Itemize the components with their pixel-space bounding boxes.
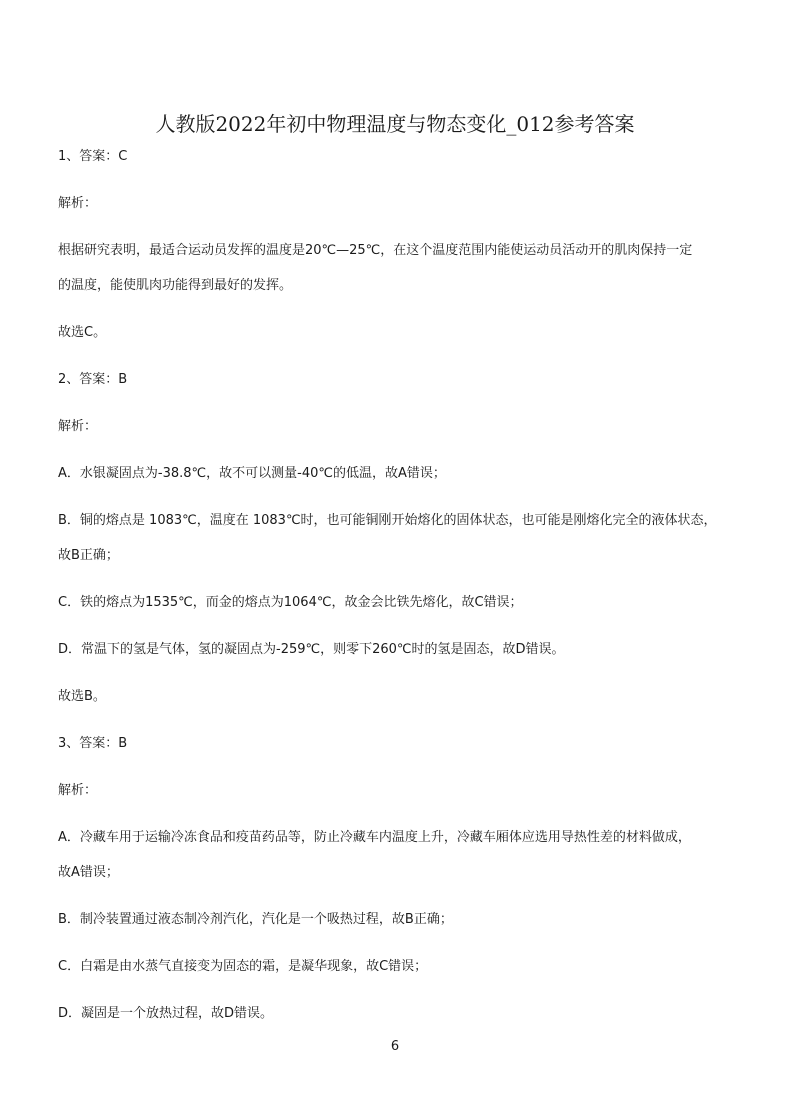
option-analysis: C．白霜是由水蒸气直接变为固态的霜，是凝华现象，故C错误； xyxy=(58,959,428,974)
option-analysis: A．冷藏车用于运输冷冻食品和疫苗药品等，防止冷藏车内温度上升，冷藏车厢体应选用导热性差的材料做成， xyxy=(58,830,691,845)
option-analysis: 故B正确； xyxy=(58,548,119,563)
analysis-label: 解析： xyxy=(58,196,98,211)
option-analysis: A．水银凝固点为-38.8℃，故不可以测量-40℃的低温，故A错误； xyxy=(58,466,446,481)
conclusion-text: 故选B。 xyxy=(58,689,106,704)
page-number: 6 xyxy=(390,1039,400,1054)
analysis-text: 的温度，能使肌肉功能得到最好的发挥。 xyxy=(58,278,293,293)
conclusion-text: 故选C。 xyxy=(58,325,107,340)
analysis-label: 解析： xyxy=(58,783,98,798)
option-analysis: B．铜的熔点是 1083℃，温度在 1083℃时，也可能铜刚开始熔化的固体状态，也可能是刚熔化完全的液体状态， xyxy=(58,513,717,528)
option-analysis: D．常温下的氢是气体，氢的凝固点为-259℃，则零下260℃时的氢是固态，故D错误。 xyxy=(58,642,565,657)
analysis-text: 根据研究表明，最适合运动员发挥的温度是20℃—25℃，在这个温度范围内能使运动员活动开的肌肉保持一定 xyxy=(58,243,693,258)
option-analysis: B．制冷装置通过液态制冷剂汽化，汽化是一个吸热过程，故B正确； xyxy=(58,912,453,927)
option-analysis: C．铁的熔点为1535℃，而金的熔点为1064℃，故金会比铁先熔化，故C错误； xyxy=(58,595,523,610)
answer-2-heading: 2、答案：B xyxy=(58,372,128,387)
option-analysis: 故A错误； xyxy=(58,865,119,880)
answer-1-heading: 1、答案：C xyxy=(58,149,128,164)
document-title: 人教版2022年初中物理温度与物态变化_012参考答案 xyxy=(155,112,635,136)
option-analysis: D．凝固是一个放热过程，故D错误。 xyxy=(58,1006,274,1021)
analysis-label: 解析： xyxy=(58,419,98,434)
answer-3-heading: 3、答案：B xyxy=(58,736,128,751)
